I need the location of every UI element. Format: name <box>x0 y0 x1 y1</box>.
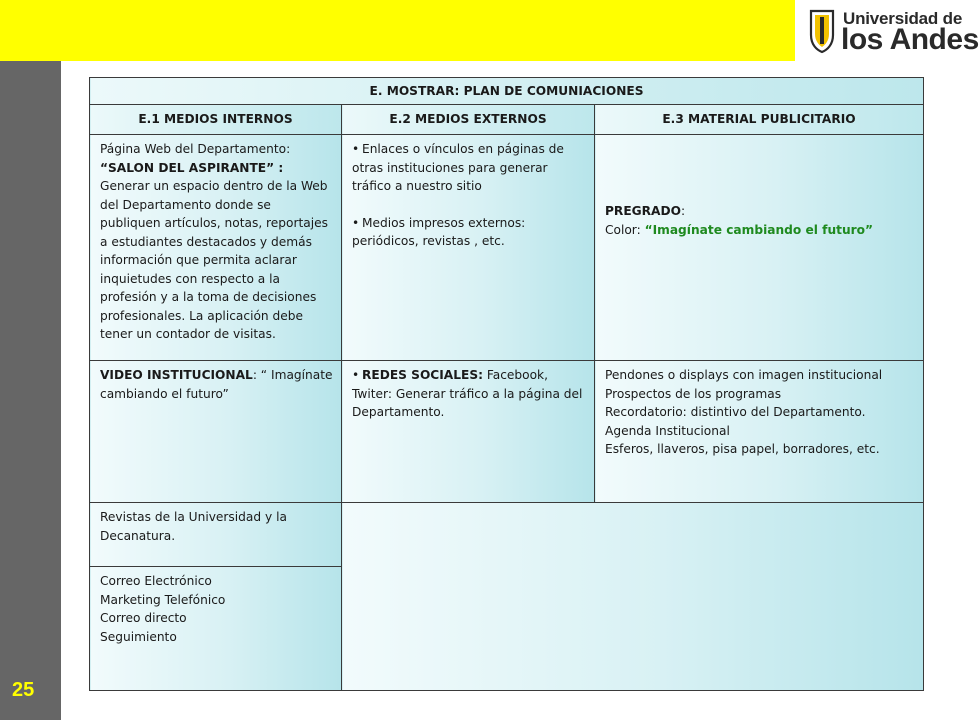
web-text-body: Generar un espacio dentro de la Web del Departamento donde se publiquen artículos, notas, reportajes a estudiantes destacados y demás información que permita aclarar inquietudes con respecto a la profesión y a la toma de decisiones profesionales. La aplicación debe tener un contador de visitas. <box>100 179 328 341</box>
cell-internal-direct <box>90 567 342 691</box>
cell-material-pregrado: PREGRADO: Color: “Imagínate cambiando el futuro” <box>595 135 924 361</box>
table-title: E. MOSTRAR: PLAN DE COMUNIACIONES <box>90 78 924 105</box>
list-item: Seguimiento <box>100 629 177 644</box>
video-institucional-label: VIDEO INSTITUCIONAL <box>100 368 253 382</box>
bullet-icon: • <box>352 368 360 382</box>
empty-merged-cell <box>342 503 924 691</box>
pregrado-label: PREGRADO <box>605 204 681 218</box>
social-text: Facebook, Twiter: Generar tráfico a la página del Departamento. <box>352 368 583 419</box>
list-item: Pendones o displays con imagen institucional <box>605 368 883 382</box>
bullet-icon: • <box>352 215 360 230</box>
video-text: : “ Imagínate cambiando el futuro” <box>100 368 333 401</box>
list-item: Prospectos de los programas <box>605 386 782 401</box>
cell-material-items <box>595 361 924 503</box>
cell-internal-video <box>90 361 342 503</box>
cell-internal-web <box>90 135 342 361</box>
bullet-icon: • <box>352 142 360 156</box>
header-advertising-material: E.3 MATERIAL PUBLICITARIO <box>595 105 924 135</box>
crest-icon <box>809 9 835 53</box>
cell-internal-magazines: Revistas de la Universidad y la Decanatura. <box>90 503 342 567</box>
header-internal-media: E.1 MEDIOS INTERNOS <box>90 105 342 135</box>
list-item: Esferos, llaveros, pisa papel, borradores, etc. <box>605 442 880 456</box>
list-item: • Enlaces o vínculos en páginas de otras instituciones para generar tráfico a nuestro sitio <box>352 142 564 193</box>
left-sidebar-bar <box>0 61 61 720</box>
logo-text-line1: Universidad de <box>843 9 963 28</box>
top-banner <box>0 0 795 61</box>
list-item: Correo directo <box>100 611 187 625</box>
list-item: Recordatorio: distintivo del Departamento. <box>605 405 866 419</box>
logo-text-line2: los Andes <box>841 23 979 56</box>
list-item: Marketing Telefónico <box>100 592 226 607</box>
university-logo <box>795 0 979 61</box>
redes-sociales-label: REDES SOCIALES: <box>362 368 483 382</box>
web-text-intro: Página Web del Departamento: <box>100 142 291 156</box>
list-item: Agenda Institucional <box>605 423 730 438</box>
page-number: 25 <box>12 679 35 701</box>
communications-plan-table <box>89 77 924 691</box>
salon-aspirante-label: “SALON DEL ASPIRANTE” : <box>100 160 284 175</box>
slogan-text: “Imagínate cambiando el futuro” <box>644 222 874 237</box>
cell-external-social <box>342 361 595 503</box>
list-item: Correo Electrónico <box>100 574 212 588</box>
list-item: • Medios impresos externos: periódicos, revistas , etc. <box>352 215 526 248</box>
color-label: Color: <box>605 222 645 237</box>
header-external-media: E.2 MEDIOS EXTERNOS <box>342 105 595 135</box>
cell-external-links <box>342 135 595 361</box>
